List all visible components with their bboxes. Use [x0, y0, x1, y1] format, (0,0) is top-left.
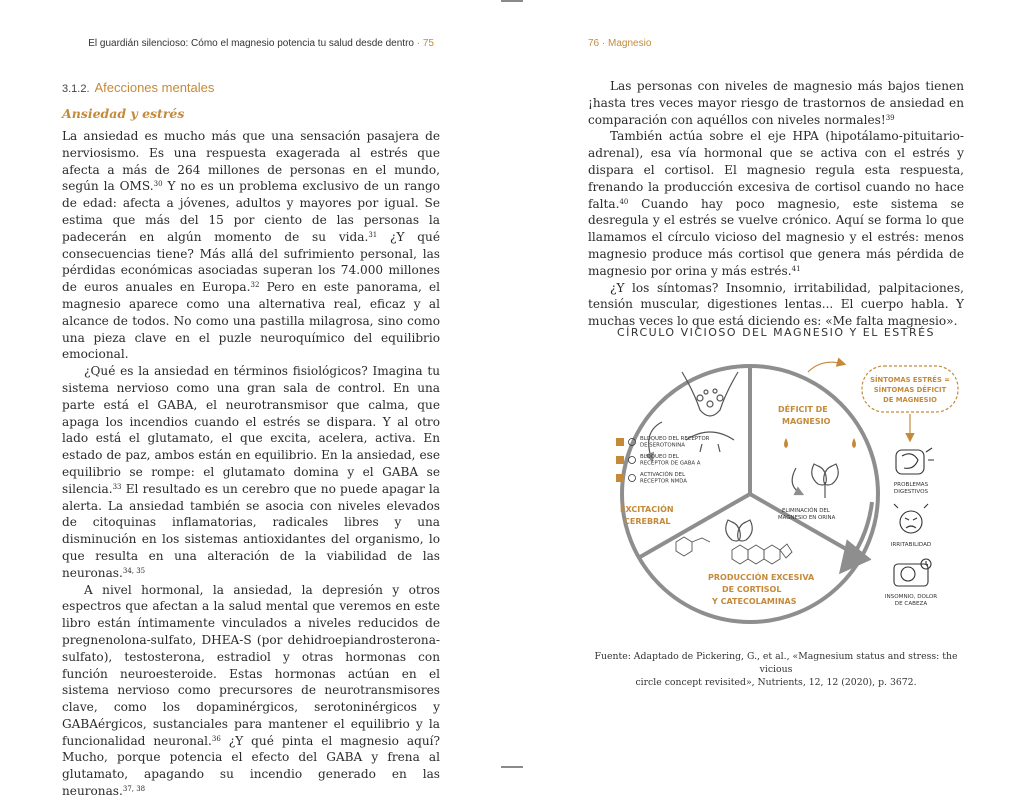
page-number-right: 76 [588, 38, 600, 49]
figure-title: CÍRCULO VICIOSO DEL MAGNESIO Y EL ESTRÉS [616, 326, 936, 339]
paragraph: La ansiedad es mucho más que una sensación pasajera de nerviosismo. Es una respuesta exagerada al estrés que afecta a más de 264 millones de personas en el mundo, según la OMS.$^{30}$ Y no es un problema exclusivo de un rango de edad: afecta a jóvenes, adultos y mayores por igual. Se estima que más del 15 por ciento de las personas la padecerán en algún momento de su vida.$^{31}$ ¿Y qué consecuencias tiene? Más allá del sufrimiento personal, las pérdidas económicas asociadas superan los 74.000 millones de euros anuales en Europa.$^{32}$ Pero en este panorama, el magnesio aparece como una alternativa real, eficaz y al alcance de todos. No como una pastilla milagrosa, sino como una pieza clave en el puzle neuroquímico del equilibrio emocional. [62, 129, 441, 362]
sleepless-face-icon [894, 559, 931, 586]
elimination-label: ELIMINACIÓN DEL [782, 508, 830, 514]
stomach-icon [896, 448, 934, 474]
caption-line: Fuente: Adaptado de Pickering, G., et al., «Magnesium status and stress: the vicious [594, 651, 958, 675]
receptor-label: RECEPTOR NMDA [640, 478, 687, 485]
running-head-book: · Magnesio [601, 38, 652, 49]
symptom-label: DE CABEZA [894, 601, 928, 607]
running-head-title: El guardián silencioso: Cómo el magnesio potencia tu salud desde dentro [88, 38, 414, 49]
right-body-text [588, 78, 964, 330]
segment-deficit-label: DÉFICIT DE [778, 405, 828, 414]
symptom-label: DIGESTIVOS [893, 489, 929, 495]
cortisol-molecule-icon [732, 544, 792, 564]
receptor-label: DE SEROTONINA [640, 442, 685, 449]
right-page [512, 0, 1024, 768]
irritable-face-icon [894, 504, 928, 533]
paragraph: También actúa sobre el eje HPA (hipotálamo-pituitario-adrenal), esa vía hormonal que se activa con el estrés y dispara el cortisol. El magnesio regula esta respuesta, frenando la producción excesiva de cortisol cuando no hace falta.$^{40}$ Cuando hay poco magnesio, este sistema se desregula y el estrés se vuelve crónico. Aquí se forma lo que llamamos el círculo vicioso del magnesio y el estrés: menos magnesio produce más cortisol que genera más pérdida de magnesio por orina y más estrés.$^{41}$ [588, 129, 964, 278]
segment-excitation-label: CEREBRAL [624, 517, 671, 526]
paragraph: ¿Qué es la ansiedad en términos fisiológicos? Imagina tu sistema nervioso como una gran sala de control. En una parte está el GABA, el neurotransmisor que calma, que apaga los incendios cuando el estrés se dispara. Y al otro lado está el glutamato, el que excita, acelera, activa. En estado de paz, ambos están en equilibrio. En la ansiedad, ese equilibrio se rompe: el glutamato domina y el GABA se silencia.$^{33}$ El resultado es un cerebro que no puede apagar la alerta. La ansiedad también se asocia con niveles elevados de citoquinas inflamatorias, radicales libres y una disminución en los sistemas antioxidantes del organismo, lo que resulta en una alteración de la viabilidad de las neuronas.$^{34, 35}$ [62, 364, 440, 580]
badge-line: DE MAGNESIO [883, 396, 937, 404]
segment-cortisol-label: DE CORTISOL [722, 585, 782, 594]
receptor-label: BLOQUEO DEL [640, 454, 679, 460]
badge-line: SÍNTOMAS ESTRÉS = [870, 376, 950, 384]
paragraph: A nivel hormonal, la ansiedad, la depresión y otros espectros que afectan a la salud mental que veremos en este libro están íntimamente vinculados a niveles reducidos de pregnenolona-sulfato, DHEA-S (por dehidroepiandrosterona-sulfato), testosterona, estradiol y otras hormonas con función neuroesteroide. Estas hormonas actúan en el sistema nervioso como precursores de neurotransmisores clave, como los dopaminérgicos, serotoninérgicos y GABAérgicos, sustanciales para mantener el equilibrio y la funcionalidad neuronal.$^{36}$ ¿Y qué pinta el magnesio aquí? Mucho, porque potencia el efecto del GABA y frena al glutamato, apagando su incendio generado en las neuronas.$^{37, 38}$ [62, 582, 440, 799]
symptom-label: IRRITABILIDAD [890, 542, 932, 548]
section-number: 3.1.2. [62, 83, 90, 95]
symptom-label: PROBLEMAS [893, 482, 929, 488]
symptoms-badge [862, 366, 958, 412]
section-heading [62, 80, 214, 95]
receptor-item-nmda [616, 471, 687, 485]
badge-line: SÍNTOMAS DÉFICIT [873, 386, 947, 394]
segment-deficit-label: MAGNESIO [782, 417, 831, 426]
segment-cortisol-label: Y CATECOLAMINAS [712, 597, 797, 606]
to-symptoms-arrow [808, 362, 844, 372]
caption-line: circle concept revisited», Nutrients, 12, 12 (2020), p. 3672. [635, 677, 917, 688]
section-title: Afecciones mentales [94, 80, 215, 95]
elimination-label: MAGNESIO EN ORINA [778, 515, 836, 521]
figure-caption [588, 650, 964, 689]
subheading: Ansiedad y estrés [62, 106, 185, 121]
divider-right [750, 494, 860, 557]
page-number-left: · 75 [416, 38, 434, 49]
adrenal-gland-icon [726, 520, 753, 541]
symptom-label: INSOMNIO, DOLOR [884, 594, 938, 600]
left-page [0, 0, 512, 799]
receptor-label: RECEPTOR DE GABA A [640, 460, 701, 467]
paragraph: ¿Y los síntomas? Insomnio, irritabilidad, palpitaciones, tensión muscular, digestiones lentas... El cuerpo habla. Y muchas veces lo que está diciendo es: «Me falta magnesio». [588, 280, 964, 329]
receptor-label: BLOQUEO DEL RECEPTOR [640, 436, 710, 442]
left-body-text [62, 128, 440, 800]
segment-excitation-label: EXCITACIÓN [620, 505, 674, 514]
receptor-list [616, 436, 710, 485]
water-drop-icon [784, 438, 856, 448]
running-head-right [588, 38, 651, 49]
kidney-icon [792, 464, 838, 498]
segment-cortisol-label: PRODUCCIÓN EXCESIVA [708, 573, 815, 582]
receptor-label: ACTIVACIÓN DEL [640, 472, 686, 478]
vicious-circle-diagram [582, 352, 972, 632]
paragraph: Las personas con niveles de magnesio más bajos tienen ¡hasta tres veces mayor riesgo de trastornos de ansiedad en comparación con aquéllos con niveles normales!$^{39}$ [588, 79, 964, 127]
catecholamine-molecule-icon [676, 537, 710, 556]
running-head-left [88, 38, 434, 49]
